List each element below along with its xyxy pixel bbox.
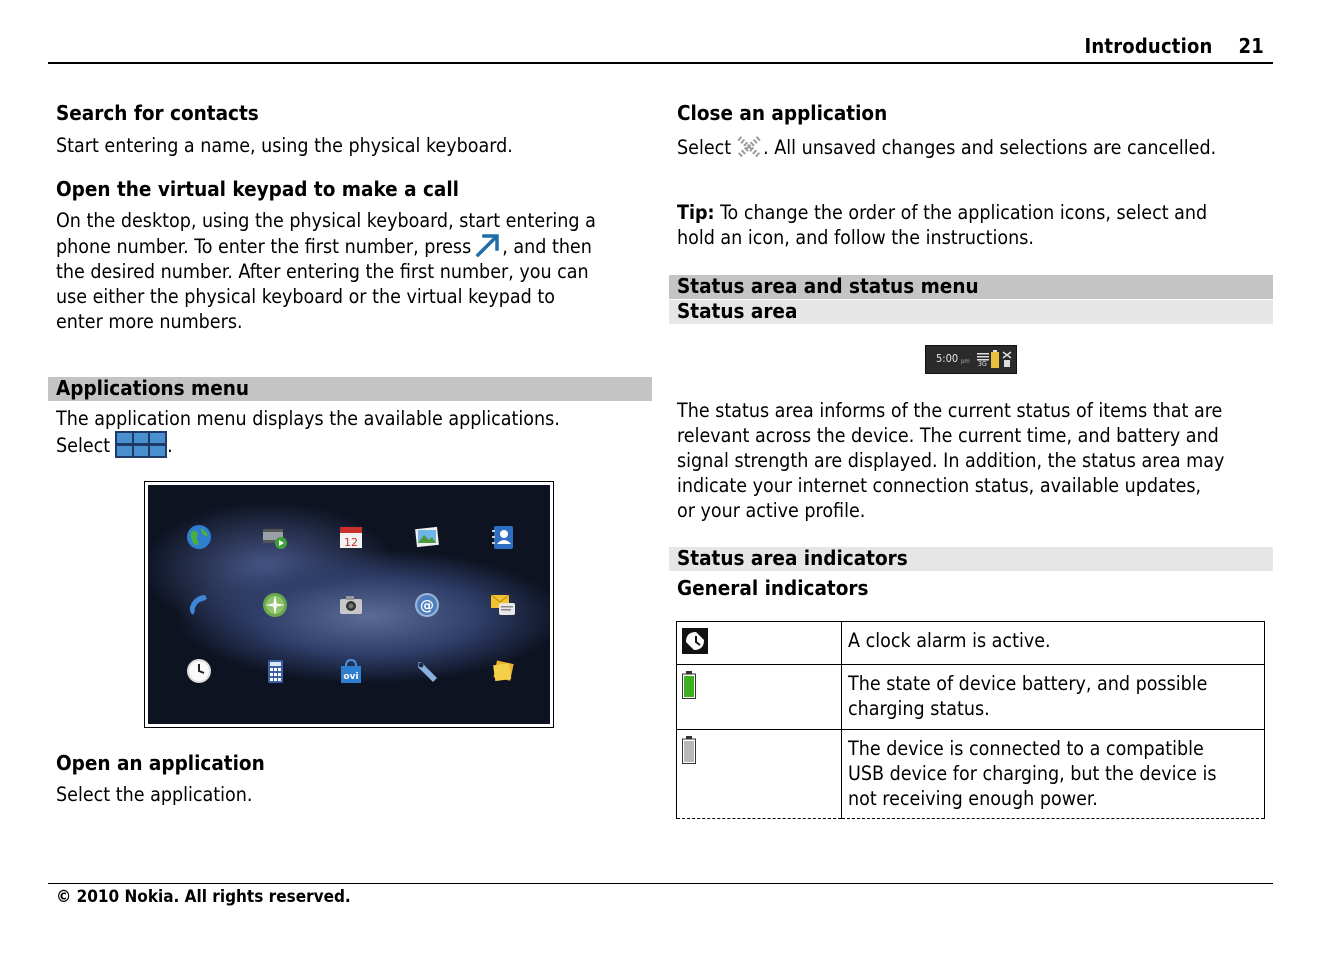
apps-menu-line	[56, 431, 560, 458]
keypad-line: the desired number. After entering the first number, you can	[56, 260, 589, 283]
battery-green-icon	[682, 671, 696, 705]
close-application-heading: Close an application	[677, 101, 888, 125]
keypad-paragraph	[56, 208, 596, 334]
page-number: 21	[1238, 34, 1264, 58]
notes-icon	[489, 657, 517, 685]
tip-paragraph	[677, 200, 1207, 250]
status-area-menu-band: Status area and status menu	[669, 275, 1273, 299]
general-indicators-heading: General indicators	[677, 576, 869, 600]
status-line: The status area informs of the current status of items that are	[677, 399, 1223, 422]
close-select-text: Select	[677, 136, 732, 159]
footer-rule	[48, 883, 1273, 884]
status-area-sub-band: Status area	[669, 300, 1273, 324]
status-line: or your active profile.	[677, 499, 866, 522]
status-battery-icon	[991, 350, 999, 372]
search-contacts-text: Start entering a name, using the physical keyboard.	[56, 134, 513, 157]
keypad-line: enter more numbers.	[56, 310, 243, 333]
tip-label: Tip:	[677, 201, 715, 224]
tip-text: To change the order of the application icons, select and	[714, 201, 1208, 224]
copyright-footer: © 2010 Nokia. All rights reserved.	[56, 887, 351, 907]
apps-select-period: .	[167, 434, 173, 457]
indicator-text: A clock alarm is active.	[848, 629, 1051, 652]
svg-text:@: @	[420, 598, 434, 614]
open-application-text: Select the application.	[56, 783, 253, 806]
phone-icon	[185, 591, 213, 619]
open-application-heading: Open an application	[56, 751, 265, 775]
calendar-icon	[337, 523, 365, 551]
close-rest-text: . All unsaved changes and selections are cancelled.	[763, 136, 1217, 159]
status-area-image	[925, 345, 1017, 374]
calendar-day-number: 12	[344, 536, 358, 549]
ovi-store-icon	[337, 657, 365, 685]
keypad-line	[56, 233, 596, 259]
dial-arrow-icon	[475, 233, 501, 257]
ovi-label: ovi	[343, 672, 359, 682]
running-header	[1085, 34, 1265, 58]
applications-grid-icon	[115, 431, 167, 458]
applications-menu-band: Applications menu	[48, 377, 652, 401]
video-player-icon	[261, 523, 289, 551]
calculator-icon	[261, 657, 289, 685]
indicator-text: USB device for charging, but the device is	[848, 762, 1217, 785]
battery-grey-icon	[682, 736, 696, 770]
header-rule	[48, 62, 1273, 64]
tip-line: hold an icon, and follow the instructions.	[677, 226, 1034, 249]
keypad-line: use either the physical keyboard or the virtual keypad to	[56, 285, 555, 308]
keypad-line-text: phone number. To enter the first number, press	[56, 235, 472, 258]
contacts-icon	[489, 523, 517, 551]
indicator-description-cell	[842, 665, 1265, 730]
close-application-text	[677, 134, 1216, 160]
status-line: relevant across the device. The current time, and battery and	[677, 424, 1219, 447]
search-contacts-heading: Search for contacts	[56, 101, 259, 125]
close-cross-icon	[735, 134, 763, 160]
table-row	[677, 622, 1265, 665]
photos-icon	[413, 523, 441, 551]
settings-wrench-icon	[413, 657, 441, 685]
web-browser-icon	[185, 523, 213, 551]
indicator-text: The state of device battery, and possible	[848, 672, 1208, 695]
indicator-icon-cell	[677, 730, 842, 819]
section-title: Introduction	[1084, 34, 1213, 58]
tip-line	[677, 200, 1207, 225]
status-line: signal strength are displayed. In addition, the status area may	[677, 449, 1225, 472]
virtual-keypad-heading: Open the virtual keypad to make a call	[56, 177, 459, 201]
keypad-line-text: , and then	[502, 235, 592, 258]
maps-icon	[261, 591, 289, 619]
indicator-icon-cell	[677, 622, 842, 665]
applications-menu-screenshot	[144, 481, 554, 728]
indicator-description-cell	[842, 622, 1265, 665]
screenshot-background	[148, 485, 550, 724]
status-time: 5:00	[936, 352, 959, 365]
messaging-icon	[489, 591, 517, 619]
keypad-line: On the desktop, using the physical keyboard, start entering a	[56, 209, 596, 232]
status-indicators-band: Status area indicators	[669, 547, 1273, 571]
alarm-clock-icon	[682, 628, 708, 660]
indicator-description-cell	[842, 730, 1265, 819]
connectivity-icon	[1002, 350, 1012, 372]
indicator-text: The device is connected to a compatible	[848, 737, 1204, 760]
indicators-table	[676, 621, 1265, 819]
apps-select-text: Select	[56, 434, 111, 457]
email-icon	[413, 591, 441, 619]
apps-menu-paragraph	[56, 406, 560, 458]
camera-icon	[337, 591, 365, 619]
table-row	[677, 665, 1265, 730]
indicator-text: charging status.	[848, 697, 990, 720]
status-ampm: pm	[961, 358, 970, 365]
status-line: indicate your internet connection status, available updates,	[677, 474, 1202, 497]
indicator-icon-cell	[677, 665, 842, 730]
table-row	[677, 730, 1265, 819]
indicator-text: not receiving enough power.	[848, 787, 1098, 810]
apps-menu-line: The application menu displays the available applications.	[56, 407, 560, 430]
network-3g-label: 3G	[978, 360, 987, 368]
clock-icon	[185, 657, 213, 685]
status-area-paragraph	[677, 398, 1224, 523]
